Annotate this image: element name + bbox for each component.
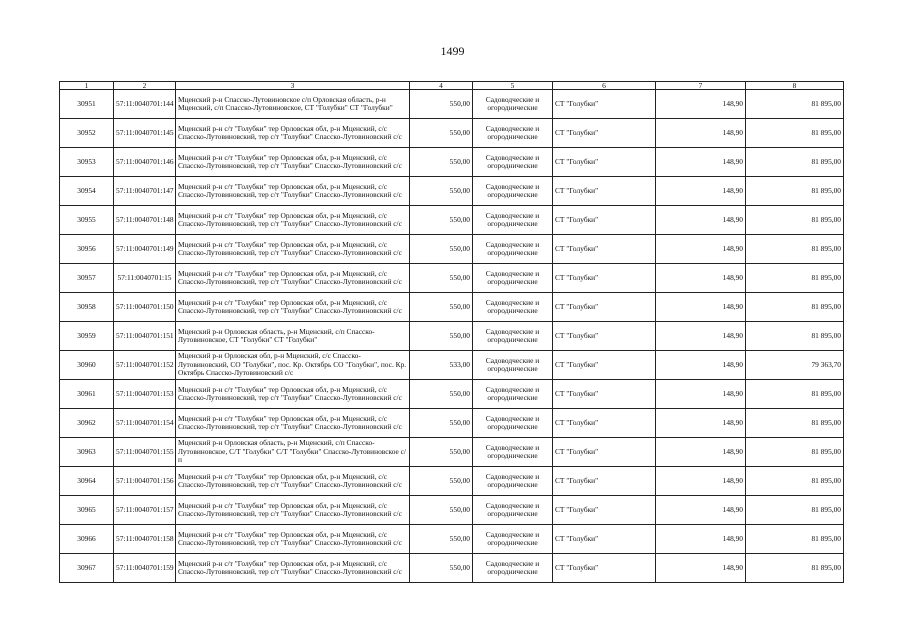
address-cell: Мценский р-н с/т "Голубки" тер Орловская обл, р-н Мценский, с/с Спасско-Лутовиновский, тер с/т "Голубки" Спасско-Лутовиновский с/с: [176, 148, 410, 177]
area-cell: 550,00: [410, 467, 473, 496]
row-number-cell: 30951: [60, 90, 114, 119]
organization-cell: СТ "Голубки": [553, 293, 656, 322]
land-use-cell: Садоводческие и огороднические: [473, 235, 553, 264]
column-header: 6: [553, 82, 656, 90]
area-cell: 550,00: [410, 525, 473, 554]
address-cell: Мценский р-н с/т "Голубки" тер Орловская обл, р-н Мценский, с/с Спасско-Лутовиновский, тер с/т "Голубки" Спасско-Лутовиновский с/с: [176, 206, 410, 235]
organization-cell: СТ "Голубки": [553, 264, 656, 293]
row-number-cell: 30954: [60, 177, 114, 206]
cadastral-value-cell: 81 895,00: [746, 467, 844, 496]
row-number-cell: 30955: [60, 206, 114, 235]
land-use-cell: Садоводческие и огороднические: [473, 351, 553, 380]
row-number-cell: 30967: [60, 554, 114, 583]
cadastral-number-cell: 57:11:0040701:151: [114, 322, 176, 351]
unit-value-cell: 148,90: [656, 177, 746, 206]
land-use-cell: Садоводческие и огороднические: [473, 148, 553, 177]
organization-cell: СТ "Голубки": [553, 496, 656, 525]
land-use-cell: Садоводческие и огороднические: [473, 496, 553, 525]
land-use-cell: Садоводческие и огороднические: [473, 264, 553, 293]
land-use-cell: Садоводческие и огороднические: [473, 438, 553, 467]
area-cell: 533,00: [410, 351, 473, 380]
column-header: 7: [656, 82, 746, 90]
cadastral-value-cell: 81 895,00: [746, 119, 844, 148]
organization-cell: СТ "Голубки": [553, 409, 656, 438]
address-cell: Мценский р-н Орловская область, р-н Мценский, с/п Спасско-Лутовиновское, СТ "Голубки" СТ "Голубки": [176, 322, 410, 351]
cadastral-value-cell: 81 895,00: [746, 409, 844, 438]
area-cell: 550,00: [410, 235, 473, 264]
register-table: [59, 81, 844, 583]
address-cell: Мценский р-н с/т "Голубки" тер Орловская обл, р-н Мценский, с/с Спасско-Лутовиновский, тер с/т "Голубки" Спасско-Лутовиновский с/с: [176, 293, 410, 322]
land-use-cell: Садоводческие и огороднические: [473, 409, 553, 438]
cadastral-value-cell: 81 895,00: [746, 235, 844, 264]
area-cell: 550,00: [410, 380, 473, 409]
cadastral-value-cell: 81 895,00: [746, 206, 844, 235]
land-use-cell: Садоводческие и огороднические: [473, 119, 553, 148]
unit-value-cell: 148,90: [656, 467, 746, 496]
row-number-cell: 30966: [60, 525, 114, 554]
column-number-row: [60, 82, 844, 90]
column-header: 8: [746, 82, 844, 90]
unit-value-cell: 148,90: [656, 235, 746, 264]
table-row: [60, 351, 844, 380]
cadastral-number-cell: 57:11:0040701:15: [114, 264, 176, 293]
area-cell: 550,00: [410, 409, 473, 438]
land-use-cell: Садоводческие и огороднические: [473, 322, 553, 351]
table-row: [60, 438, 844, 467]
column-header: 1: [60, 82, 114, 90]
table-row: [60, 409, 844, 438]
organization-cell: СТ "Голубки": [553, 322, 656, 351]
cadastral-number-cell: 57:11:0040701:153: [114, 380, 176, 409]
organization-cell: СТ "Голубки": [553, 380, 656, 409]
organization-cell: СТ "Голубки": [553, 119, 656, 148]
cadastral-number-cell: 57:11:0040701:150: [114, 293, 176, 322]
row-number-cell: 30959: [60, 322, 114, 351]
cadastral-number-cell: 57:11:0040701:154: [114, 409, 176, 438]
organization-cell: СТ "Голубки": [553, 438, 656, 467]
area-cell: 550,00: [410, 119, 473, 148]
row-number-cell: 30953: [60, 148, 114, 177]
area-cell: 550,00: [410, 496, 473, 525]
table-row: [60, 148, 844, 177]
cadastral-value-cell: 79 363,70: [746, 351, 844, 380]
row-number-cell: 30963: [60, 438, 114, 467]
cadastral-number-cell: 57:11:0040701:155: [114, 438, 176, 467]
page-number: 1499: [440, 44, 465, 58]
address-cell: Мценский р-н с/т "Голубки" тер Орловская обл, р-н Мценский, с/с Спасско-Лутовиновский, тер с/т "Голубки" Спасско-Лутовиновский с/с: [176, 525, 410, 554]
address-cell: Мценский р-н с/т "Голубки" тер Орловская обл, р-н Мценский, с/с Спасско-Лутовиновский, тер с/т "Голубки" Спасско-Лутовиновский с/с: [176, 409, 410, 438]
cadastral-number-cell: 57:11:0040701:146: [114, 148, 176, 177]
area-cell: 550,00: [410, 177, 473, 206]
unit-value-cell: 148,90: [656, 496, 746, 525]
row-number-cell: 30958: [60, 293, 114, 322]
area-cell: 550,00: [410, 264, 473, 293]
cadastral-number-cell: 57:11:0040701:145: [114, 119, 176, 148]
table-row: [60, 496, 844, 525]
table-row: [60, 206, 844, 235]
cadastral-number-cell: 57:11:0040701:147: [114, 177, 176, 206]
area-cell: 550,00: [410, 90, 473, 119]
table-row: [60, 293, 844, 322]
cadastral-number-cell: 57:11:0040701:157: [114, 496, 176, 525]
address-cell: Мценский р-н с/т "Голубки" тер Орловская обл, р-н Мценский, с/с Спасско-Лутовиновский, тер с/т "Голубки" Спасско-Лутовиновский с/с: [176, 554, 410, 583]
table-row: [60, 235, 844, 264]
organization-cell: СТ "Голубки": [553, 351, 656, 380]
cadastral-value-cell: 81 895,00: [746, 90, 844, 119]
unit-value-cell: 148,90: [656, 322, 746, 351]
unit-value-cell: 148,90: [656, 438, 746, 467]
cadastral-value-cell: 81 895,00: [746, 322, 844, 351]
address-cell: Мценский р-н с/т "Голубки" тер Орловская обл, р-н Мценский, с/с Спасско-Лутовиновский, тер с/т "Голубки" Спасско-Лутовиновский с/с: [176, 264, 410, 293]
address-cell: Мценский р-н с/т "Голубки" тер Орловская обл, р-н Мценский, с/с Спасско-Лутовиновский, тер с/т "Голубки" Спасско-Лутовиновский с/с: [176, 467, 410, 496]
table-row: [60, 90, 844, 119]
land-use-cell: Садоводческие и огороднические: [473, 293, 553, 322]
unit-value-cell: 148,90: [656, 525, 746, 554]
area-cell: 550,00: [410, 322, 473, 351]
address-cell: Мценский р-н Орловская обл, р-н Мценский, с/с Спасско-Лутовиновский, СО "Голубки", пос. Кр. Октябрь СО "Голубки", пос. Кр. Октябрь Спасско-Лутовиновский с/с: [176, 351, 410, 380]
table-row: [60, 322, 844, 351]
organization-cell: СТ "Голубки": [553, 235, 656, 264]
organization-cell: СТ "Голубки": [553, 148, 656, 177]
row-number-cell: 30960: [60, 351, 114, 380]
address-cell: Мценский р-н с/т "Голубки" тер Орловская обл, р-н Мценский, с/с Спасско-Лутовиновский, тер с/т "Голубки" Спасско-Лутовиновский с/с: [176, 177, 410, 206]
table-row: [60, 467, 844, 496]
land-use-cell: Садоводческие и огороднические: [473, 525, 553, 554]
column-header: 3: [176, 82, 410, 90]
organization-cell: СТ "Голубки": [553, 467, 656, 496]
address-cell: Мценский р-н с/т "Голубки" тер Орловская обл, р-н Мценский, с/с Спасско-Лутовиновский, тер с/т "Голубки" Спасско-Лутовиновский с/с: [176, 235, 410, 264]
table-row: [60, 177, 844, 206]
unit-value-cell: 148,90: [656, 90, 746, 119]
column-header: 5: [473, 82, 553, 90]
address-cell: Мценский р-н с/т "Голубки" тер Орловская обл, р-н Мценский, с/с Спасско-Лутовиновский, тер с/т "Голубки" Спасско-Лутовиновский с/с: [176, 496, 410, 525]
organization-cell: СТ "Голубки": [553, 90, 656, 119]
unit-value-cell: 148,90: [656, 264, 746, 293]
area-cell: 550,00: [410, 206, 473, 235]
unit-value-cell: 148,90: [656, 293, 746, 322]
address-cell: Мценский р-н с/т "Голубки" тер Орловская обл, р-н Мценский, с/с Спасско-Лутовиновский, тер с/т "Голубки" Спасско-Лутовиновский с/с: [176, 119, 410, 148]
row-number-cell: 30965: [60, 496, 114, 525]
cadastral-value-cell: 81 895,00: [746, 525, 844, 554]
cadastral-number-cell: 57:11:0040701:144: [114, 90, 176, 119]
row-number-cell: 30964: [60, 467, 114, 496]
unit-value-cell: 148,90: [656, 554, 746, 583]
row-number-cell: 30961: [60, 380, 114, 409]
unit-value-cell: 148,90: [656, 206, 746, 235]
table-row: [60, 554, 844, 583]
land-use-cell: Садоводческие и огороднические: [473, 90, 553, 119]
cadastral-number-cell: 57:11:0040701:148: [114, 206, 176, 235]
table-row: [60, 525, 844, 554]
table-row: [60, 380, 844, 409]
row-number-cell: 30957: [60, 264, 114, 293]
land-use-cell: Садоводческие и огороднические: [473, 467, 553, 496]
cadastral-value-cell: 81 895,00: [746, 496, 844, 525]
organization-cell: СТ "Голубки": [553, 554, 656, 583]
cadastral-number-cell: 57:11:0040701:158: [114, 525, 176, 554]
cadastral-value-cell: 81 895,00: [746, 380, 844, 409]
address-cell: Мценский р-н с/т "Голубки" тер Орловская обл, р-н Мценский, с/с Спасско-Лутовиновский, тер с/т "Голубки" Спасско-Лутовиновский с/с: [176, 380, 410, 409]
address-cell: Мценский р-н Спасско-Лутовиновское с/п Орловская область, р-н Мценский, с/п Спасско-Лутовиновское, СТ "Голубки" СТ "Голубки": [176, 90, 410, 119]
land-use-cell: Садоводческие и огороднические: [473, 206, 553, 235]
organization-cell: СТ "Голубки": [553, 177, 656, 206]
unit-value-cell: 148,90: [656, 351, 746, 380]
organization-cell: СТ "Голубки": [553, 525, 656, 554]
cadastral-value-cell: 81 895,00: [746, 148, 844, 177]
land-use-cell: Садоводческие и огороднические: [473, 380, 553, 409]
unit-value-cell: 148,90: [656, 409, 746, 438]
organization-cell: СТ "Голубки": [553, 206, 656, 235]
column-header: 4: [410, 82, 473, 90]
cadastral-value-cell: 81 895,00: [746, 177, 844, 206]
unit-value-cell: 148,90: [656, 119, 746, 148]
cadastral-number-cell: 57:11:0040701:152: [114, 351, 176, 380]
cadastral-number-cell: 57:11:0040701:159: [114, 554, 176, 583]
cadastral-value-cell: 81 895,00: [746, 293, 844, 322]
cadastral-value-cell: 81 895,00: [746, 264, 844, 293]
area-cell: 550,00: [410, 293, 473, 322]
area-cell: 550,00: [410, 554, 473, 583]
unit-value-cell: 148,90: [656, 380, 746, 409]
land-use-cell: Садоводческие и огороднические: [473, 177, 553, 206]
row-number-cell: 30952: [60, 119, 114, 148]
row-number-cell: 30956: [60, 235, 114, 264]
area-cell: 550,00: [410, 438, 473, 467]
cadastral-value-cell: 81 895,00: [746, 554, 844, 583]
unit-value-cell: 148,90: [656, 148, 746, 177]
cadastral-number-cell: 57:11:0040701:149: [114, 235, 176, 264]
area-cell: 550,00: [410, 148, 473, 177]
table-row: [60, 264, 844, 293]
cadastral-number-cell: 57:11:0040701:156: [114, 467, 176, 496]
cadastral-value-cell: 81 895,00: [746, 438, 844, 467]
land-use-cell: Садоводческие и огороднические: [473, 554, 553, 583]
table-body: [60, 90, 844, 583]
table-row: [60, 119, 844, 148]
row-number-cell: 30962: [60, 409, 114, 438]
column-header: 2: [114, 82, 176, 90]
address-cell: Мценский р-н Орловская область, р-н Мценский, с/п Спасско-Лутовиновское, С/Т "Голубки" С/Т "Голубки" Спасско-Лутовиновское с/п: [176, 438, 410, 467]
